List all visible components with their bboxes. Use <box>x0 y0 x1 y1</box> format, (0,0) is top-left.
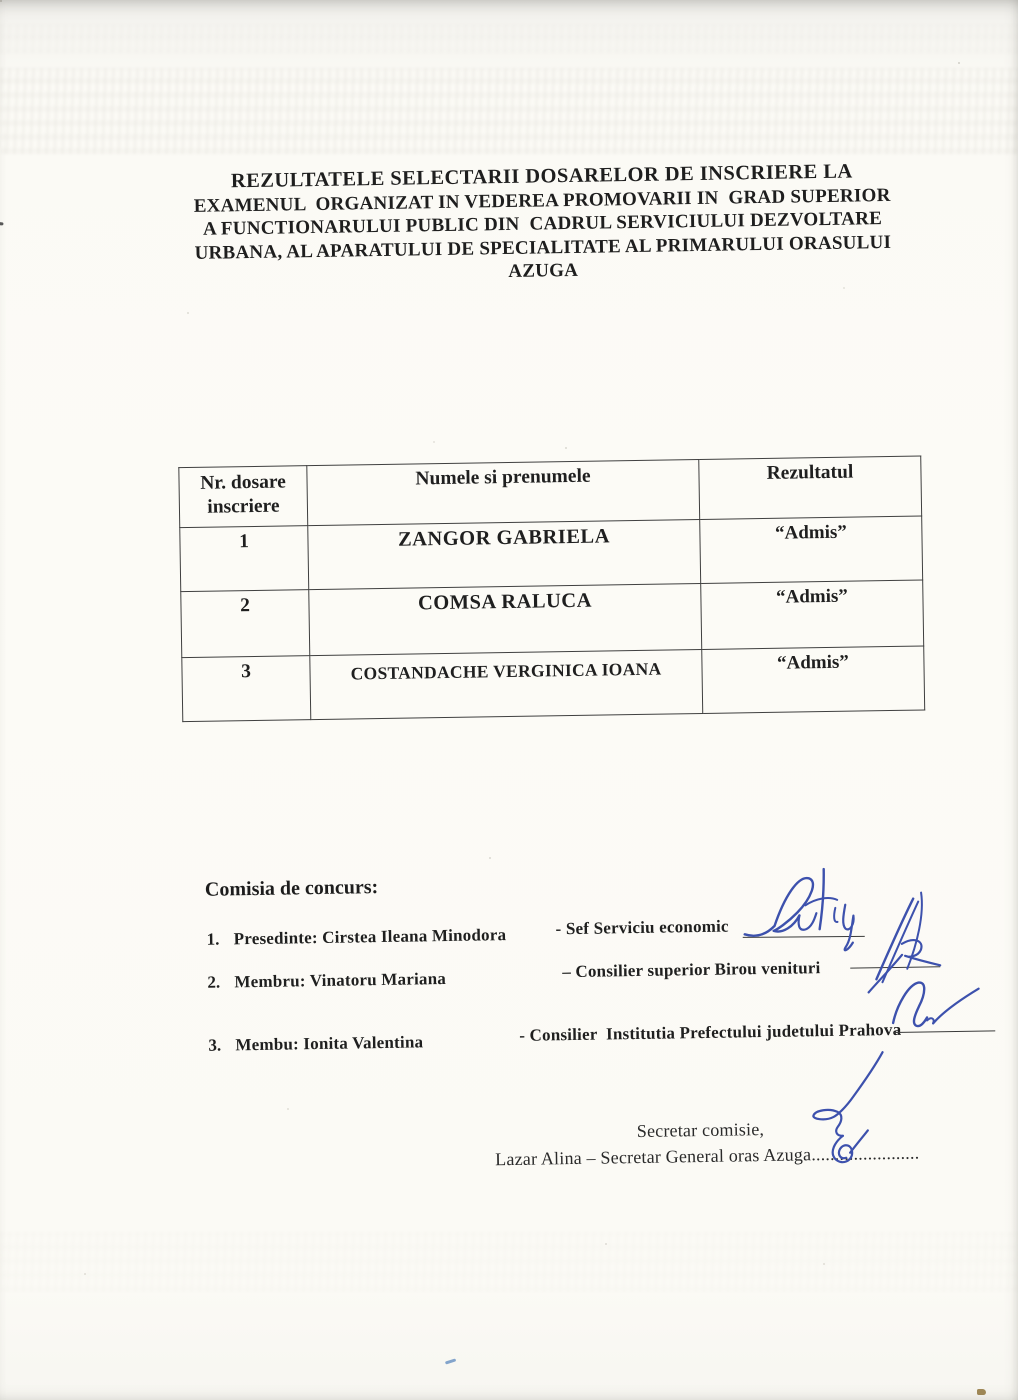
table-row <box>181 580 924 658</box>
prefectura-prahova-signature-ink <box>882 975 998 1035</box>
member-number: 1. <box>206 929 220 949</box>
cell-nr: 3 <box>182 656 311 722</box>
title-line: URBANA, AL APARATULUI DE SPECIALITATE AL PRIMARULUI ORASULUI <box>194 231 892 264</box>
secretary-name-line: Lazar Alina – Secretar General oras Azuga....................... <box>495 1142 920 1170</box>
secretar-general-signature-ink <box>800 1044 912 1178</box>
header-rezultatul: Rezultatul <box>699 456 922 519</box>
sef-serviciu-economic-signature-ink <box>738 862 874 956</box>
scan-noise <box>0 0 2 2</box>
document-title <box>170 160 916 290</box>
member-number: 3. <box>208 1035 222 1055</box>
member-name: Presedinte: Cirstea Ileana Minodora <box>233 925 507 949</box>
results-table <box>178 455 925 722</box>
results-table-wrapper <box>178 455 925 722</box>
cell-name: COSTANDACHE VERGINICA IOANA <box>310 649 703 719</box>
cell-name: COMSA RALUCA <box>309 583 702 655</box>
title-line: A FUNCTIONARULUI PUBLIC DIN CADRUL SERVICIULUI DEZVOLTARE <box>202 208 883 240</box>
paper-stain <box>977 1389 986 1395</box>
cell-result: “Admis” <box>701 580 924 649</box>
member-role: - Sef Serviciu economic <box>555 916 729 939</box>
commission-heading: Comisia de concurs: <box>204 876 379 901</box>
table-row <box>182 646 925 722</box>
secretary-title: Secretar comisie, <box>636 1119 765 1142</box>
title-line: REZULTATELE SELECTARII DOSARELOR DE INSCRIERE LA <box>230 160 853 193</box>
cell-name: ZANGOR GABRIELA <box>308 519 701 589</box>
member-name: Membu: Ionita Valentina <box>235 1032 424 1055</box>
member-role: – Consilier superior Birou venituri <box>562 958 821 982</box>
cell-result: “Admis” <box>702 646 925 713</box>
member-role: - Consilier Institutia Prefectului judetului Prahova <box>519 1019 902 1045</box>
header-numele: Numele si prenumele <box>307 459 700 525</box>
title-line: AZUGA <box>508 260 579 283</box>
title-line: EXAMENUL ORGANIZAT IN VEDEREA PROMOVARII IN GRAD SUPERIOR <box>193 184 891 217</box>
member-number: 2. <box>207 972 221 992</box>
table-row <box>180 516 923 592</box>
header-nr-dosare: Nr. dosare inscriere <box>179 466 308 528</box>
cell-nr: 1 <box>180 526 309 592</box>
member-name: Membru: Vinatoru Mariana <box>234 969 447 992</box>
cell-result: “Admis” <box>700 516 923 583</box>
scan-edge-mark <box>0 221 4 225</box>
cell-nr: 2 <box>181 590 310 658</box>
